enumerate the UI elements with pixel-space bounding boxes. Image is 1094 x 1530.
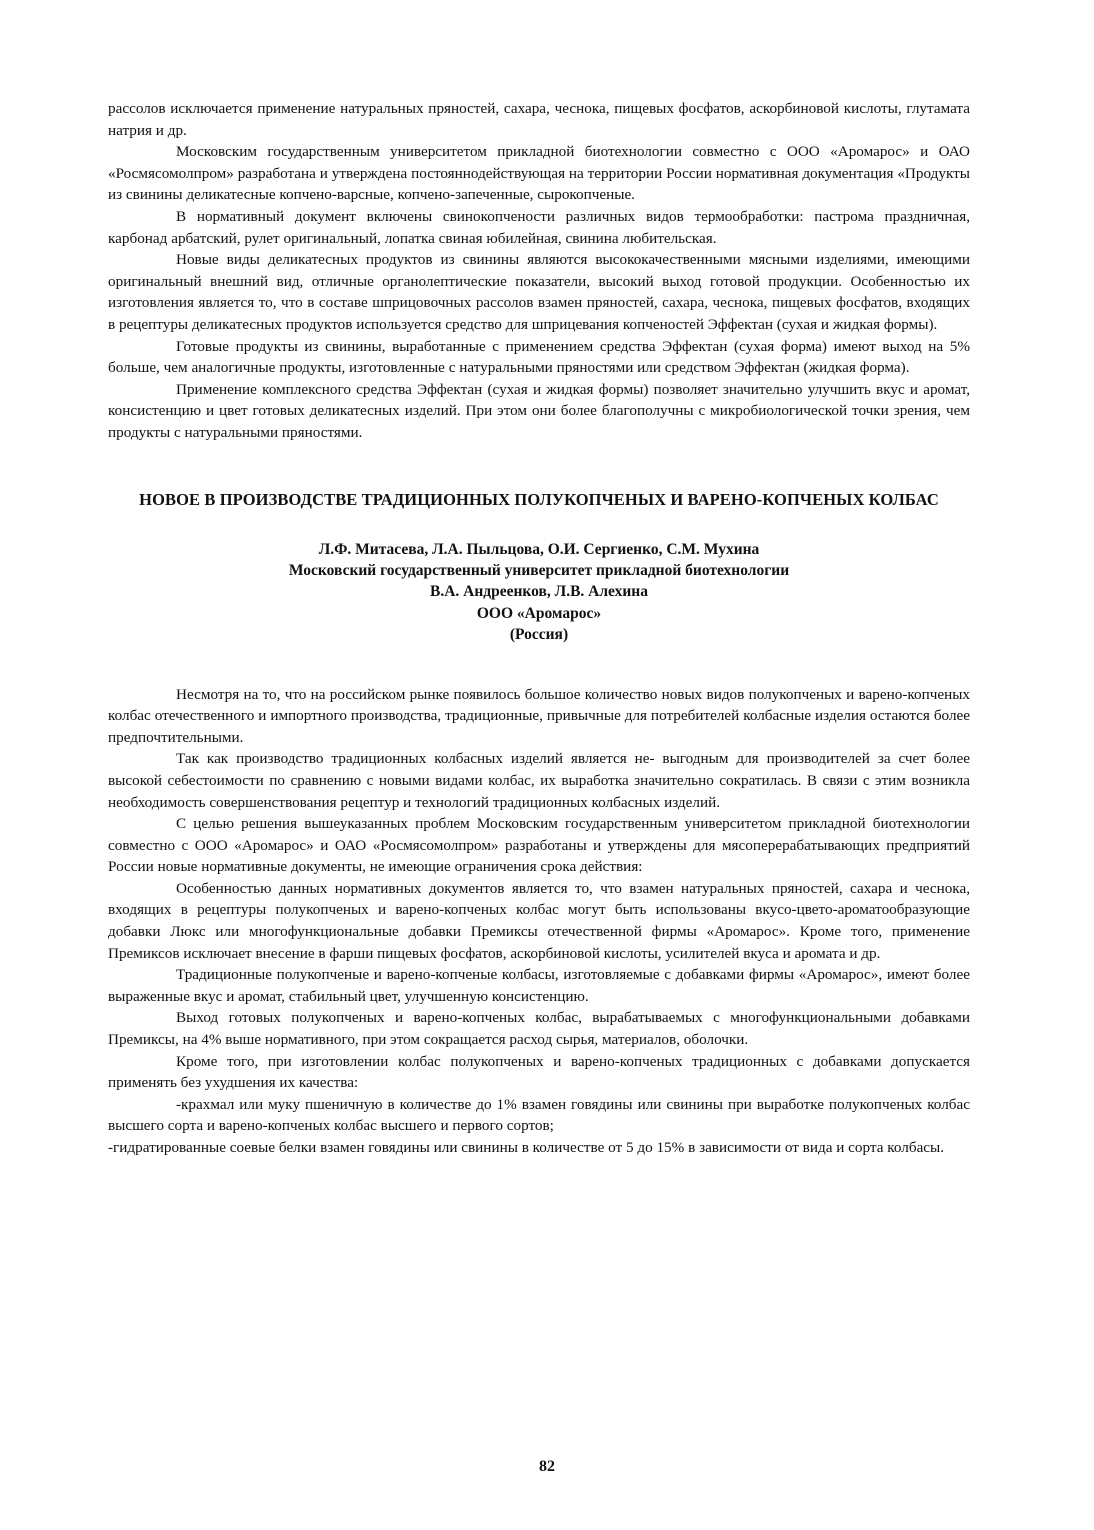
affiliation-line: Московский государственный университет прикладной биотехнологии <box>288 561 790 579</box>
paragraph: Готовые продукты из свинины, выработанные с применением средства Эффектан (сухая форма) имеют выход на 5% больше, чем аналогичные продукты, изготовленные с натуральными пряностями или средством Эффектан (жидкая форма). <box>108 337 970 377</box>
affiliation-line: ООО «Аромарос» <box>476 604 602 622</box>
paragraph: С целью решения вышеуказанных проблем Московским государственным университетом прикладной биотехнологии совместно с ООО «Аромарос» и ОАО «Росмясомолпром» разработаны и утверждены для мясоперерабатывающих предприятий России новые нормативные документы, не имеющие ограничения срока действия: <box>108 815 970 876</box>
paragraph: В нормативный документ включены свинокопчености различных видов термообработки: пастрома праздничная, карбонад арбатский, рулет оригинальный, лопатка свиная юбилейная, свинина любительская. <box>108 207 970 247</box>
article-title: НОВОЕ В ПРОИЗВОДСТВЕ ТРАДИЦИОННЫХ ПОЛУКОПЧЕНЫХ И ВАРЕНО-КОПЧЕНЫХ КОЛБАС <box>139 489 939 509</box>
paragraph: Выход готовых полукопченых и варено-копченых колбас, вырабатываемых с многофункциональными добавками Премиксы, на 4% выше нормативного, при этом сокращается расход сырья, материалов, оболочки. <box>108 1009 970 1049</box>
paragraph: Несмотря на то, что на российском рынке появилось большое количество новых видов полукопченых и варено-копченых колбас отечественного и импортного производства, традиционные, привычные для потребителей колбасные изделия остаются более предпочтительными. <box>108 685 970 746</box>
author-block <box>108 539 970 646</box>
list-item: -крахмал или муку пшеничную в количестве до 1% взамен говядины или свинины при выработке полукопченых колбас высшего сорта и варено-копченых колбас высшего и первого сортов; <box>108 1095 970 1135</box>
paragraph: Применение комплексного средства Эффектан (сухая и жидкая формы) позволяет значительно улучшить вкус и аромат, консистенцию и цвет готовых деликатесных изделий. При этом они более благополучны с микробиологической точки зрения, чем продукты с натуральными пряностями. <box>108 380 970 441</box>
paragraph: Кроме того, при изготовлении колбас полукопченых и варено-копченых традиционных с добавками допускается применять без ухудшения их качества: <box>108 1052 970 1092</box>
paragraph: рассолов исключается применение натуральных пряностей, сахара, чеснока, пищевых фосфатов, аскорбиновой кислоты, глутамата натрия и др. <box>108 100 970 139</box>
page-number: 82 <box>539 1458 555 1475</box>
paragraph: Новые виды деликатесных продуктов из свинины являются высококачественными мясными изделиями, имеющими оригинальный внешний вид, отличные органолептические показатели, высокий выход готовой продукции. Особенностью их изготовления является то, что в составе шприцовочных рассолов взамен пряностей, сахара, чеснока, пищевых фосфатов, входящих в рецептуры деликатесных продуктов используется средство для шприцевания копченостей Эффектан (сухая и жидкая формы). <box>108 251 970 333</box>
authors-line: В.А. Андреенков, Л.В. Алехина <box>430 583 648 601</box>
paragraph: Традиционные полукопченые и варено-копченые колбасы, изготовляемые с добавками фирмы «Аромарос», имеют более выраженные вкус и аромат, стабильный цвет, улучшенную консистенцию. <box>108 966 970 1005</box>
paragraph: Московским государственным университетом прикладной биотехнологии совместно с ООО «Аромарос» и ОАО «Росмясомолпром» разработана и утверждена постояннодействующая на территории России нормативная документация «Продукты из свинины деликатесные копчено-варсные, копчено-запеченные, сырокопченые. <box>108 143 970 204</box>
article-body <box>108 684 970 1159</box>
authors-line: Л.Ф. Митасева, Л.А. Пыльцова, О.И. Сергиенко, С.М. Мухина <box>318 540 760 558</box>
list-item: -гидратированные соевые белки взамен говядины или свинины в количестве от 5 до 15% в зависимости от вида и сорта колбасы. <box>108 1139 945 1156</box>
previous-article-ending <box>108 98 970 444</box>
country-line: (Россия) <box>509 626 569 644</box>
paragraph: Особенностью данных нормативных документов является то, что взамен натуральных пряностей, сахара и чеснока, входящих в рецептуры полукопченых и варено-копченых колбас могут быть использованы вкусо-цвето-ароматообразующие добавки Люкс или многофункциональные добавки Премиксы отечественной фирмы «Аромарос». Кроме того, применение Премиксов исключает внесение в фарши пищевых фосфатов, аскорбиновой кислоты, усилителей вкуса и аромата и др. <box>108 879 970 962</box>
page-content <box>108 98 970 1159</box>
paragraph: Так как производство традиционных колбасных изделий является не- выгодным для производителей за счет более высокой себестоимости по сравнению с новыми видами колбас, их выработка значительно сократилась. В связи с этим возникла необходимость совершенствования рецептур и технологий традиционных колбасных изделий. <box>108 750 970 811</box>
